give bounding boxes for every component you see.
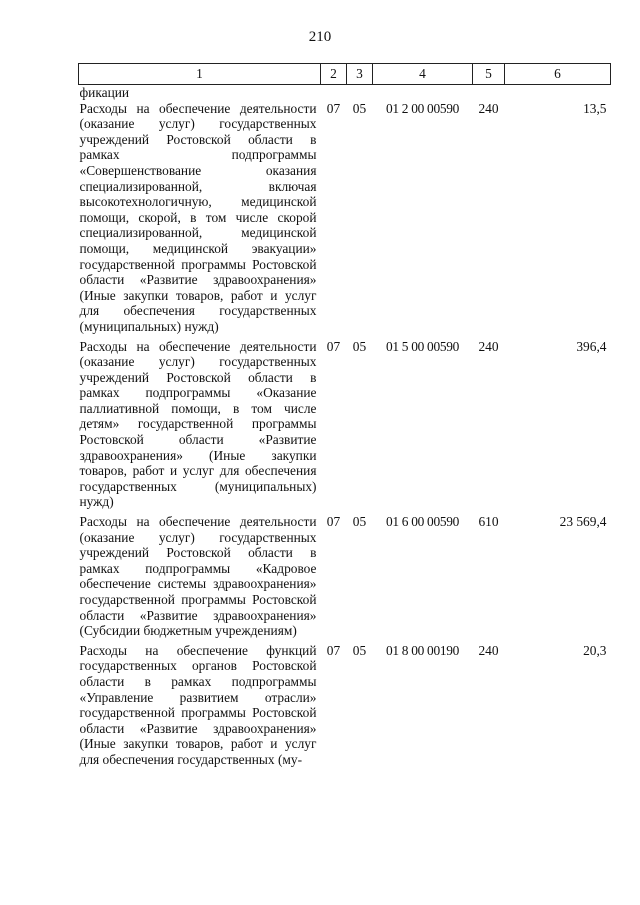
table-row [79,101,611,339]
row-section: 07 [326,100,341,116]
row-section: 07 [326,642,341,658]
header-row [79,64,611,85]
continuation-row [79,85,611,101]
row-description: Расходы на обеспечение деятельности (оказание услуг) государственных учреждений Ростовской области в рамках подпрограммы «Кадровое обеспечение системы здравоохранения» государственной программы Ростовской области «Развитие здравоохранения» (Субсидии бюджетным учреждениям) [79,514,317,639]
row-description: Расходы на обеспечение функций государственных органов Ростовской области в рамках подпрограммы «Управление развитием отрасли» государственной программы Ростовской области «Развитие здравоохранения» (Иные закупки товаров, работ и услуг для обеспечения государственных (му- [79,642,317,767]
row-expense-type: 240 [478,338,499,354]
row-expense-type: 610 [478,514,499,530]
header-col-1: 1 [79,64,321,85]
table-body [79,85,611,772]
row-target-code: 01 6 00 00590 [385,514,460,530]
row-section: 07 [326,514,341,530]
row-target-code: 01 8 00 00190 [385,642,460,658]
row-amount: 396,4 [576,338,607,354]
row-subsection: 05 [352,100,367,116]
table-header [79,64,611,85]
row-amount: 13,5 [583,100,607,116]
page-number: 210 [308,29,332,45]
row-description: Расходы на обеспечение деятельности (оказание услуг) государственных учреждений Ростовской области в рамках подпрограммы «Совершенствование оказания специализированной, включая высокотехнологичную, медицинской помощи, скорой, в том числе скорой специализированной, медицинской помощи, медицинской эвакуации» государственной программы Ростовской области «Развитие здравоохранения» (Иные закупки товаров, работ и услуг для обеспечения государственных (муниципальных) нужд) [79,100,317,334]
header-col-2: 2 [321,64,347,85]
row-target-code: 01 2 00 00590 [385,100,460,116]
row-subsection: 05 [352,514,367,530]
header-col-5: 5 [473,64,505,85]
row-expense-type: 240 [478,642,499,658]
row-description: Расходы на обеспечение деятельности (оказание услуг) государственных учреждений Ростовской области в рамках подпрограммы «Оказание паллиативной помощи, в том числе детям» государственной программы Ростовской области «Развитие здравоохранения» (Иные закупки товаров, работ и услуг для обеспечения государственных (муниципальных) нужд) [79,338,317,510]
header-col-4: 4 [373,64,473,85]
row-amount: 20,3 [583,642,607,658]
row-section: 07 [326,338,341,354]
row-amount: 23 569,4 [559,514,607,530]
row-subsection: 05 [352,338,367,354]
table-row [79,643,611,772]
row-expense-type: 240 [478,100,499,116]
table-row [79,339,611,515]
header-col-6: 6 [505,64,611,85]
row-subsection: 05 [352,642,367,658]
header-col-3: 3 [347,64,373,85]
budget-table [78,63,611,772]
continuation-text: фикации [79,85,130,100]
row-target-code: 01 5 00 00590 [385,338,460,354]
table-row [79,514,611,643]
